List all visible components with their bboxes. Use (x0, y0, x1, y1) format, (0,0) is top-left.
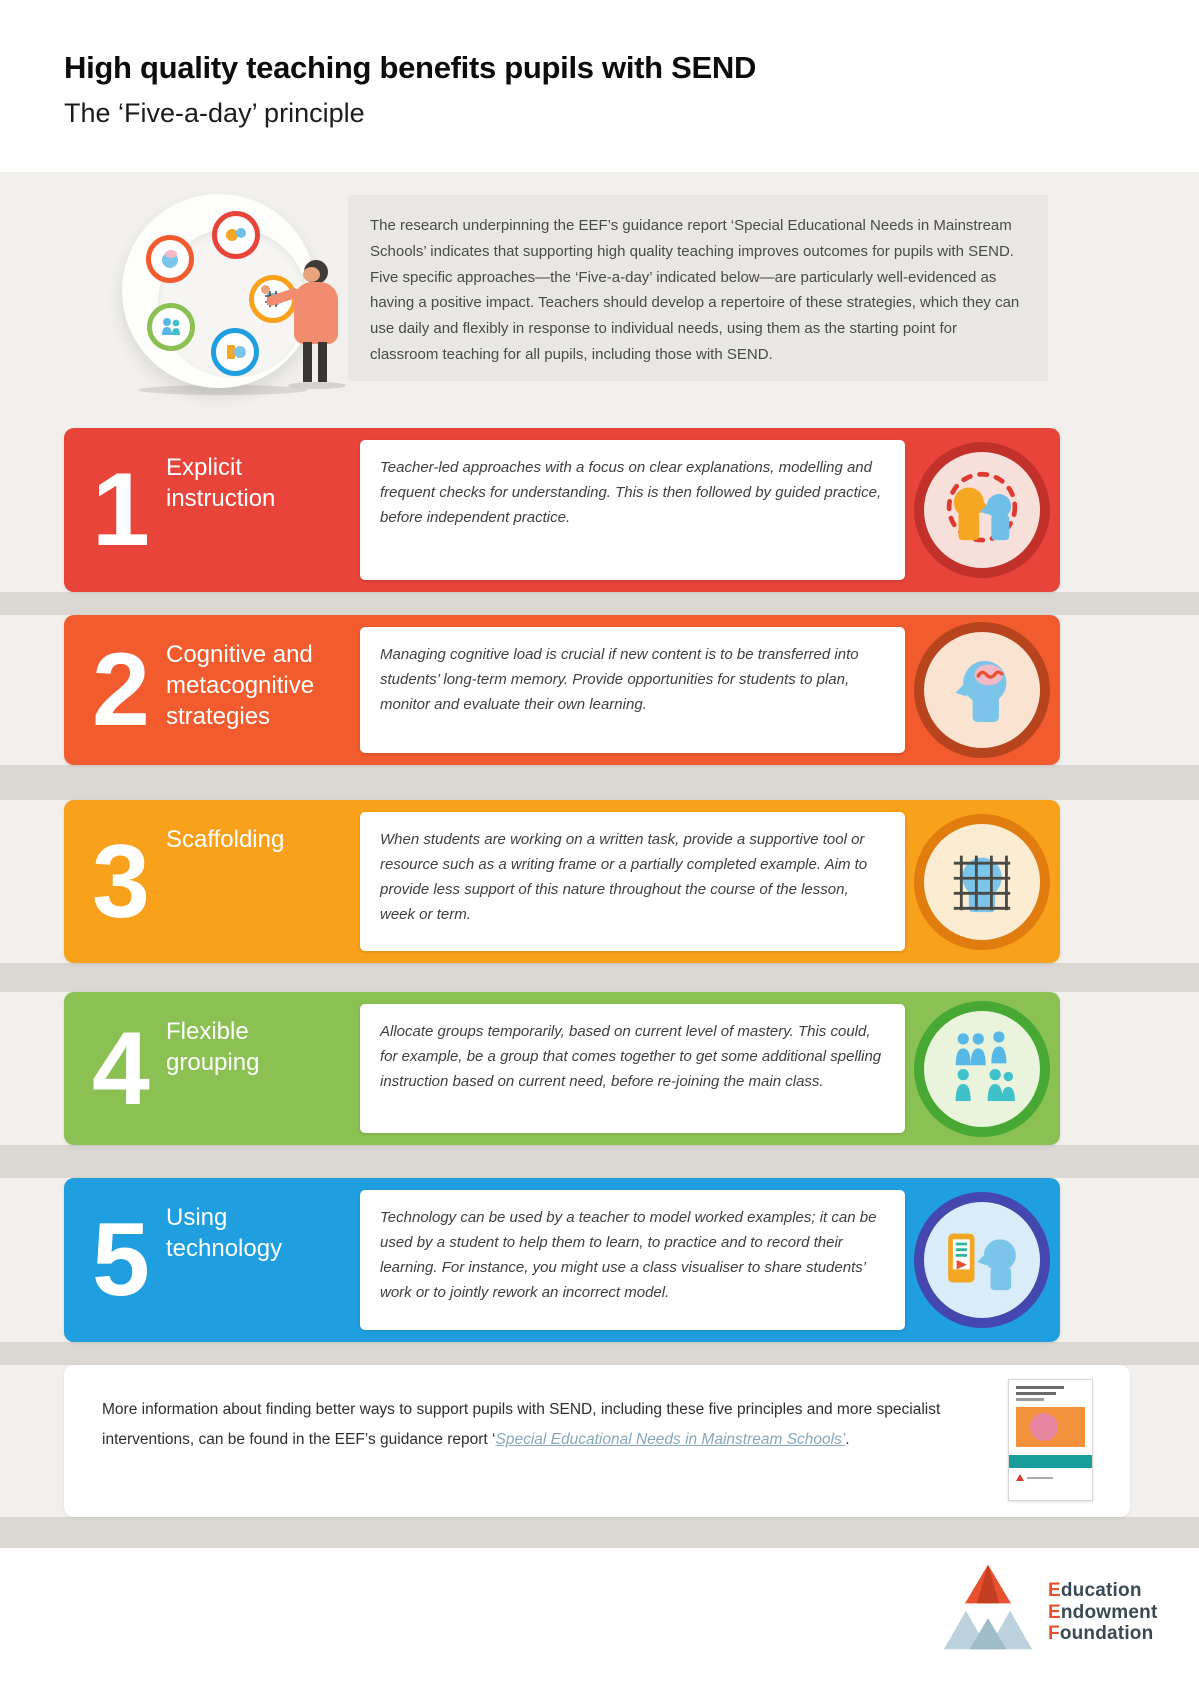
principle-title: Cognitive and metacognitive strategies (166, 641, 315, 730)
two-heads-dialogue-icon (914, 442, 1050, 578)
head-with-brain-icon (914, 622, 1050, 758)
teacher-figure (270, 260, 350, 390)
head-with-scaffold-icon (914, 814, 1050, 950)
grouped-people-icon (914, 1001, 1050, 1137)
principle-title: Flexible grouping (166, 1018, 260, 1076)
eef-word-endowment: Endowment (1048, 1601, 1158, 1623)
principle-number: 3 (92, 823, 150, 940)
principle-description-card (360, 627, 905, 753)
mini-tablet-icon (211, 328, 259, 376)
divider-stripe (0, 765, 1199, 800)
report-cover-thumbnail (1008, 1379, 1093, 1501)
tablet-and-head-icon (914, 1192, 1050, 1328)
principle-description: When students are working on a written task, provide a supportive tool or resource such as a writing frame or a partially completed example. Aim to provide less support of this nature throughout the course of the lesson, week or term. (380, 831, 868, 923)
eef-logo (942, 1562, 1157, 1654)
page-title: High quality teaching benefits pupils with SEND (64, 50, 757, 85)
eef-word-foundation: Foundation (1048, 1623, 1154, 1644)
principle-number: 1 (92, 452, 150, 568)
principle-description-card (360, 1004, 905, 1133)
principle-title: Using technology (166, 1204, 283, 1262)
mini-two-heads-icon (212, 211, 260, 259)
mini-grouping-icon (147, 303, 195, 351)
principle-number: 2 (92, 632, 150, 748)
send-guidance-report-link[interactable]: Special Educational Needs in Mainstream Schools’ (495, 1431, 846, 1448)
divider-stripe (0, 1342, 1199, 1365)
eef-word-education: Education (1048, 1580, 1142, 1601)
more-information-box (64, 1365, 1130, 1517)
principle-description: Managing cognitive load is crucial if new content is to be transferred into students’ long-term memory. Provide opportunities for students to plan, monitor and evaluate their own learning. (380, 646, 859, 713)
principle-description-card (360, 1190, 905, 1330)
divider-stripe (0, 1145, 1199, 1178)
mini-head-brain-icon (146, 235, 194, 283)
principle-band-flexible-grouping (64, 992, 1060, 1145)
principle-title: Scaffolding (166, 826, 285, 853)
principle-number: 5 (92, 1202, 150, 1318)
divider-stripe (0, 1517, 1199, 1548)
intro-text-box (348, 195, 1048, 381)
principle-title: Explicit instruction (166, 454, 276, 512)
eef-triangle-emblem (942, 1562, 1034, 1654)
mini-eef-logo (1016, 1474, 1024, 1481)
principle-band-scaffolding (64, 800, 1060, 963)
more-information-text: More information about finding better ways to support pupils with SEND, including these five principles and more specialist interventions, can be found in the EEF’s guidance report ‘Special Educational Needs in Mainstream Schools’. (102, 1401, 941, 1448)
principle-band-using-technology (64, 1178, 1060, 1342)
intro-paragraph: The research underpinning the EEF’s guidance report ‘Special Educational Needs in Mainstream Schools’ indicates that supporting high quality teaching improves outcomes for pupils with SEND. Five specific approaches—the ‘Five-a-day’ indicated below—are particularly well-evidenced as having a positive impact. Teachers should develop a repertoire of these strategies, which they can use daily and flexibly in response to individual needs, using them as the starting point for classroom teaching for all pupils, including those with SEND. (370, 217, 1020, 363)
page-subtitle: The ‘Five-a-day’ principle (64, 98, 365, 128)
divider-stripe (0, 592, 1199, 615)
principle-band-cognitive-strategies (64, 615, 1060, 765)
principle-band-explicit-instruction (64, 428, 1060, 592)
divider-stripe (0, 963, 1199, 992)
principle-description-card (360, 440, 905, 580)
eef-wordmark (1048, 1562, 1157, 1645)
principle-number: 4 (92, 1010, 150, 1127)
principle-description: Allocate groups temporarily, based on current level of mastery. This could, for example, be a group that comes together to get some additional spelling instruction based on current need, before re-joining the main class. (380, 1023, 882, 1090)
principle-description: Technology can be used by a teacher to model worked examples; it can be used by a student to help them to learn, to practice and to record their learning. For instance, you might use a class visualiser to share students’ work or to jointly rework an incorrect model. (380, 1209, 877, 1301)
principle-description-card (360, 812, 905, 951)
principle-description: Teacher-led approaches with a focus on clear explanations, modelling and frequent checks for understanding. This is then followed by guided practice, before independent practice. (380, 459, 882, 526)
five-a-day-plate-illustration (108, 182, 358, 407)
